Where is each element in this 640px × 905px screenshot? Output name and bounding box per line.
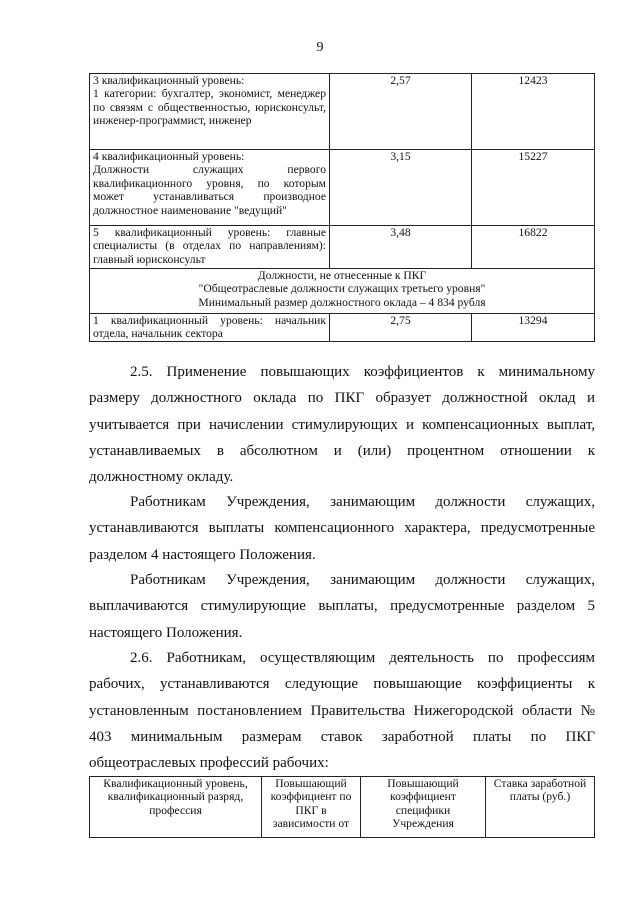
header-qualification-level: Квалификационный уровень, квалификационный разряд, профессия bbox=[90, 777, 262, 838]
table-cell-salary: 13294 bbox=[472, 314, 595, 342]
table-header-row bbox=[90, 777, 595, 838]
table-row bbox=[90, 226, 595, 269]
workers-coefficient-table bbox=[89, 776, 595, 838]
table-cell-level: 4 квалификационный уровень: Должности служащих первого квалификационного уровня, по которым может устанавливаться производное должностное наименование "ведущий" bbox=[90, 150, 330, 226]
header-specific-coefficient: Повышающий коэффициент специфики Учреждения bbox=[361, 777, 486, 838]
paragraph-stimulating: Работникам Учреждения, занимающим должности служащих, выплачиваются стимулирующие выплаты, предусмотренные разделом 5 настоящего Положения. bbox=[89, 572, 595, 641]
header-pkg-coefficient: Повышающий коэффициент по ПКГ в зависимости от bbox=[262, 777, 361, 838]
group-header-line: "Общеотраслевые должности служащих третьего уровня" bbox=[198, 282, 486, 296]
table-row bbox=[90, 74, 595, 150]
header-wage-rate: Ставка заработной платы (руб.) bbox=[486, 777, 595, 838]
salary-table-positions bbox=[89, 73, 595, 342]
table-cell-salary: 16822 bbox=[472, 226, 595, 269]
table-cell-salary: 12423 bbox=[472, 74, 595, 150]
paragraph-2-5: 2.5. Применение повышающих коэффициентов к минимальному размеру должностного оклада по ПКГ образует должностной оклад и учитывается при начислении стимулирующих и компенсационных выплат, устанавливаемых в абсолютном и (или) процентном отношении к должностному окладу. bbox=[89, 364, 595, 486]
table-cell-level: 5 квалификационный уровень: главные специалисты (в отделах по направлениям): главный юрисконсульт bbox=[90, 226, 330, 269]
paragraph-compensation: Работникам Учреждения, занимающим должности служащих, устанавливаются выплаты компенсационного характера, предусмотренные разделом 4 настоящего Положения. bbox=[89, 494, 595, 563]
table-row bbox=[90, 150, 595, 226]
table-cell-level: 3 квалификационный уровень: 1 категории: бухгалтер, экономист, менеджер по связям с общественностью, юрисконсульт, инженер-программист, инженер bbox=[90, 74, 330, 150]
table-cell-coefficient: 3,15 bbox=[330, 150, 472, 226]
table-row-group-header bbox=[90, 269, 595, 314]
group-header-line: Минимальный размер должностного оклада – 4 834 рубля bbox=[198, 295, 486, 309]
group-header-cell bbox=[90, 269, 595, 314]
group-header-line: Должности, не отнесенные к ПКГ bbox=[257, 269, 427, 282]
table-row bbox=[90, 314, 595, 342]
paragraph-2-6: 2.6. Работникам, осуществляющим деятельность по профессиям рабочих, устанавливаются следующие повышающие коэффициенты к установленным постановлением Правительства Нижегородской области № 403 минимальным размерам ставок заработной платы по ПКГ общеотраслевых профессий рабочих: bbox=[89, 650, 595, 772]
table-cell-salary: 15227 bbox=[472, 150, 595, 226]
table-cell-coefficient: 2,75 bbox=[330, 314, 472, 342]
page-number: 9 bbox=[316, 40, 324, 55]
table-cell-coefficient: 2,57 bbox=[330, 74, 472, 150]
table-cell-level: 1 квалификационный уровень: начальник отдела, начальник сектора bbox=[90, 314, 330, 342]
table-cell-coefficient: 3,48 bbox=[330, 226, 472, 269]
